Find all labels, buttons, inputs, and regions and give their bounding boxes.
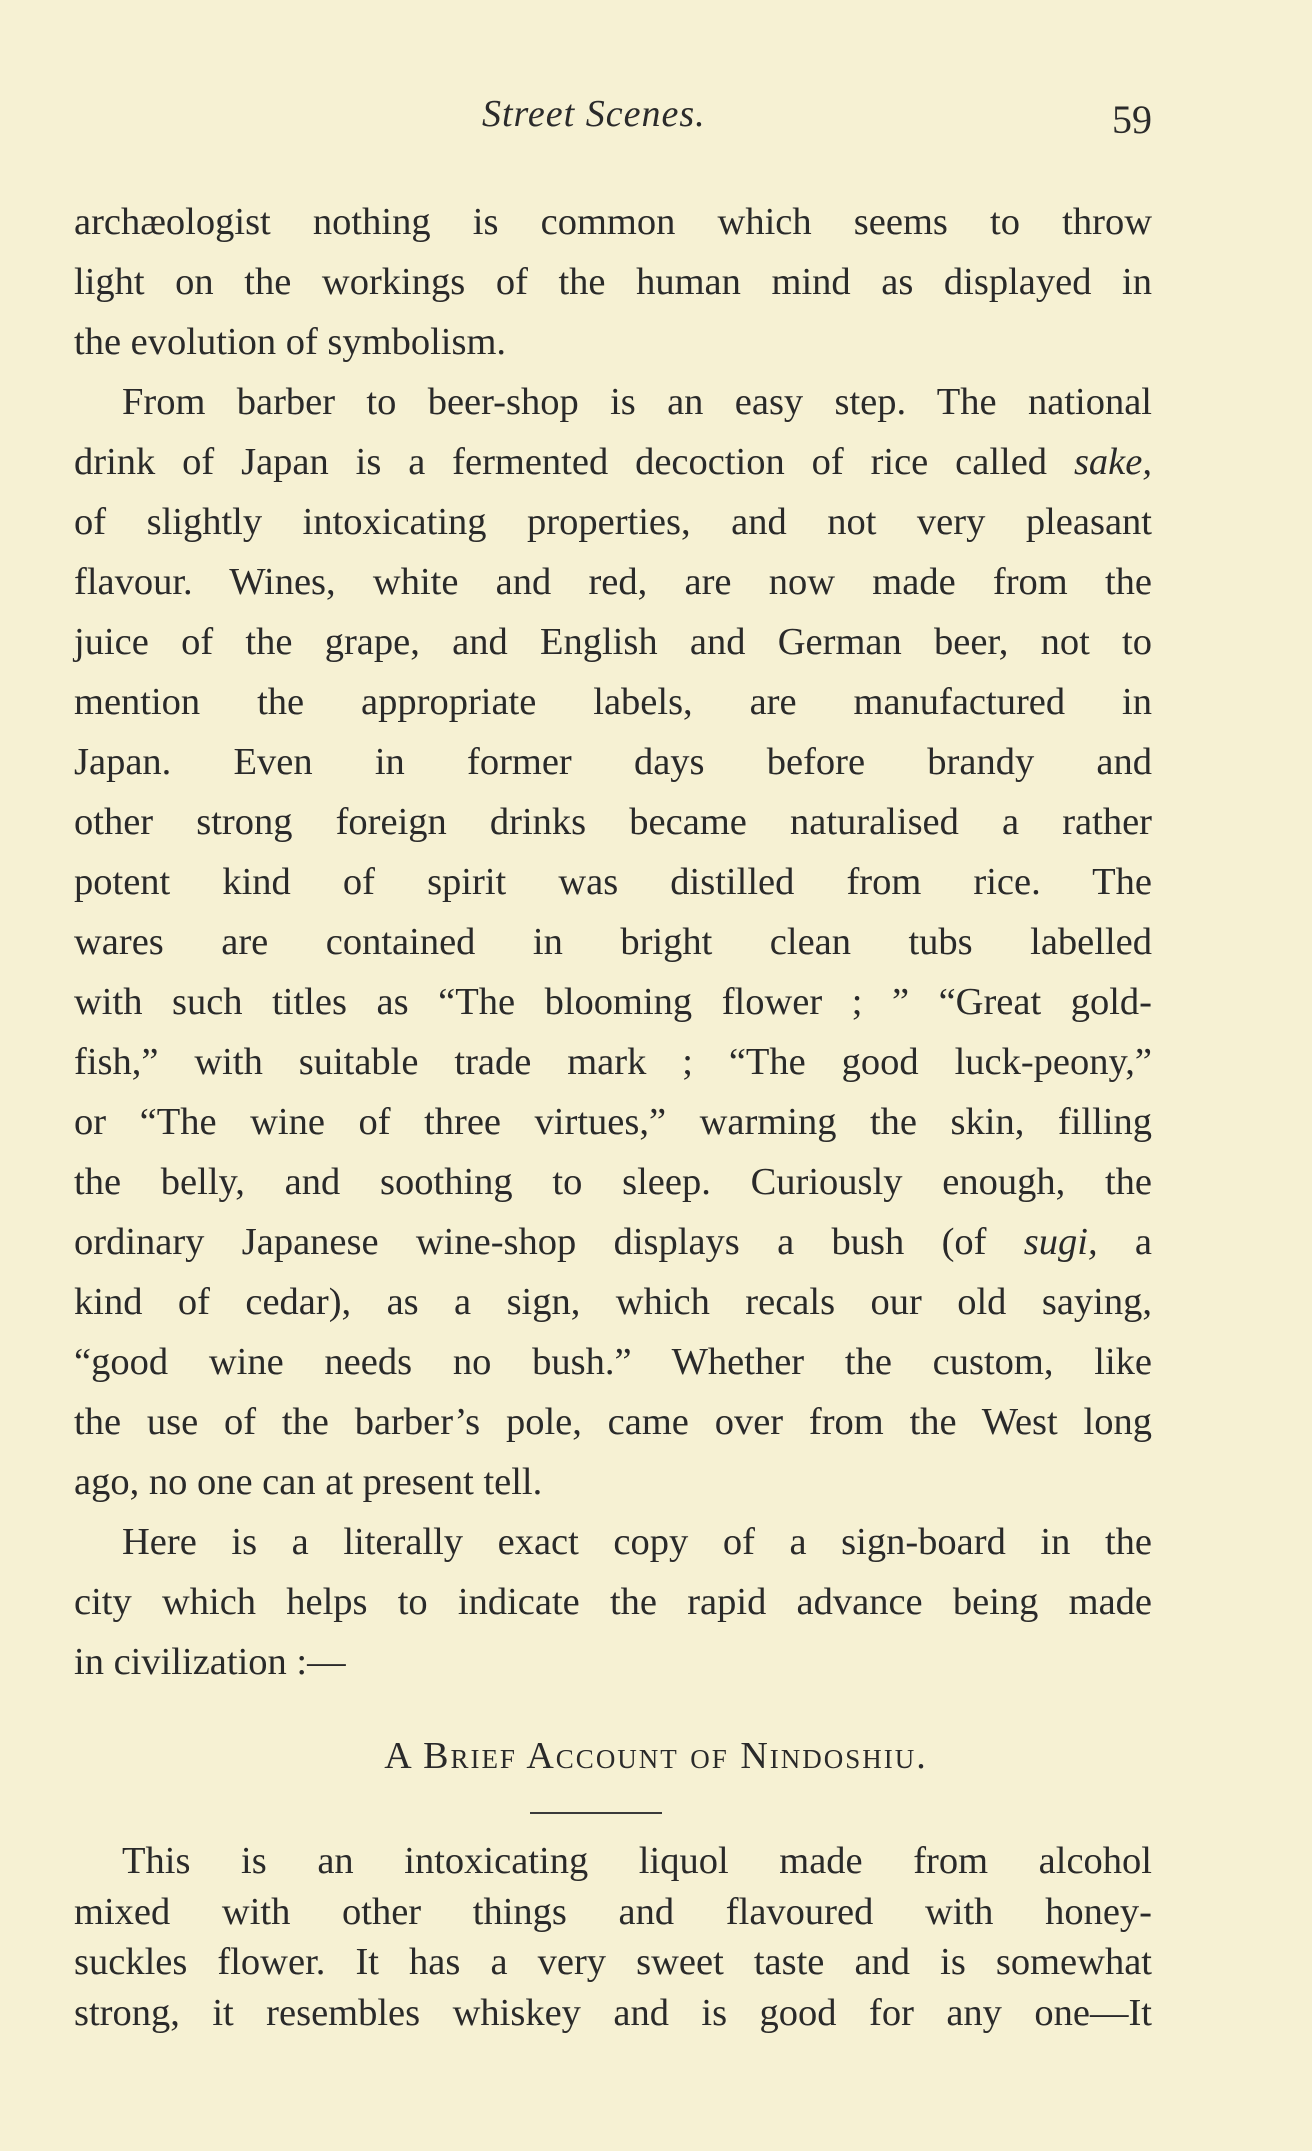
sign-heading: A Brief Account of Nindoshiu. <box>384 1735 928 1777</box>
running-head <box>0 92 1312 152</box>
text-line: archæologist nothing is common which seems to throw <box>74 201 1152 243</box>
text-line: the evolution of symbolism. <box>74 321 507 363</box>
text-line: From barber to beer-shop is an easy step. The national <box>122 381 1152 423</box>
text-line: wares are contained in bright clean tubs labelled <box>74 921 1152 963</box>
text-line: suckles flower. It has a very sweet taste and is somewhat <box>74 1941 1152 1983</box>
running-title: Street Scenes. <box>482 93 706 135</box>
text-line: the use of the barber’s pole, came over from the West long <box>74 1401 1152 1443</box>
text-line: This is an intoxicating liquol made from alcohol <box>122 1840 1152 1882</box>
text-segment: a <box>1097 1221 1153 1263</box>
italic-word-sugi: sugi, <box>1023 1221 1098 1263</box>
text-line: with such titles as “The blooming flower ; ” “Great gold- <box>74 981 1152 1023</box>
text-line: or “The wine of three virtues,” warming the skin, filling <box>74 1101 1152 1143</box>
text-line: potent kind of spirit was distilled from rice. The <box>74 861 1152 903</box>
text-line <box>74 1212 1152 1272</box>
text-line: in civilization :— <box>74 1641 346 1683</box>
text-line: city which helps to indicate the rapid advance being made <box>74 1581 1152 1623</box>
text-segment: ordinary Japanese wine-shop displays a bush (of <box>74 1221 1024 1263</box>
text-line <box>74 432 1152 492</box>
text-line: light on the workings of the human mind as displayed in <box>74 261 1152 303</box>
sign-text <box>74 1836 1152 2038</box>
text-line: other strong foreign drinks became naturalised a rather <box>74 801 1152 843</box>
text-line: strong, it resembles whiskey and is good for any one—It <box>74 1991 1152 2034</box>
text-line: mention the appropriate labels, are manufactured in <box>74 681 1152 723</box>
text-line: juice of the grape, and English and German beer, not to <box>74 621 1152 663</box>
italic-word-sake: sake, <box>1073 441 1152 483</box>
body-text <box>74 192 1152 1692</box>
text-line: flavour. Wines, white and red, are now made from the <box>74 561 1152 603</box>
text-line: the belly, and soothing to sleep. Curiously enough, the <box>74 1161 1152 1203</box>
heading-rule <box>530 1812 662 1814</box>
text-line: of slightly intoxicating properties, and not very pleasant <box>74 501 1152 543</box>
text-line: ago, no one can at present tell. <box>74 1461 543 1503</box>
text-line: kind of cedar), as a sign, which recals our old saying, <box>74 1281 1152 1323</box>
text-line: “good wine needs no bush.” Whether the custom, like <box>74 1341 1152 1383</box>
text-line: fish,” with suitable trade mark ; “The good luck-peony,” <box>74 1041 1152 1083</box>
text-line: mixed with other things and flavoured with honey- <box>74 1890 1152 1933</box>
text-segment: drink of Japan is a fermented decoction of rice called <box>74 441 1074 483</box>
text-line: Here is a literally exact copy of a sign-board in the <box>122 1521 1152 1563</box>
text-line: Japan. Even in former days before brandy and <box>74 741 1152 783</box>
page-number: 59 <box>1112 97 1152 142</box>
